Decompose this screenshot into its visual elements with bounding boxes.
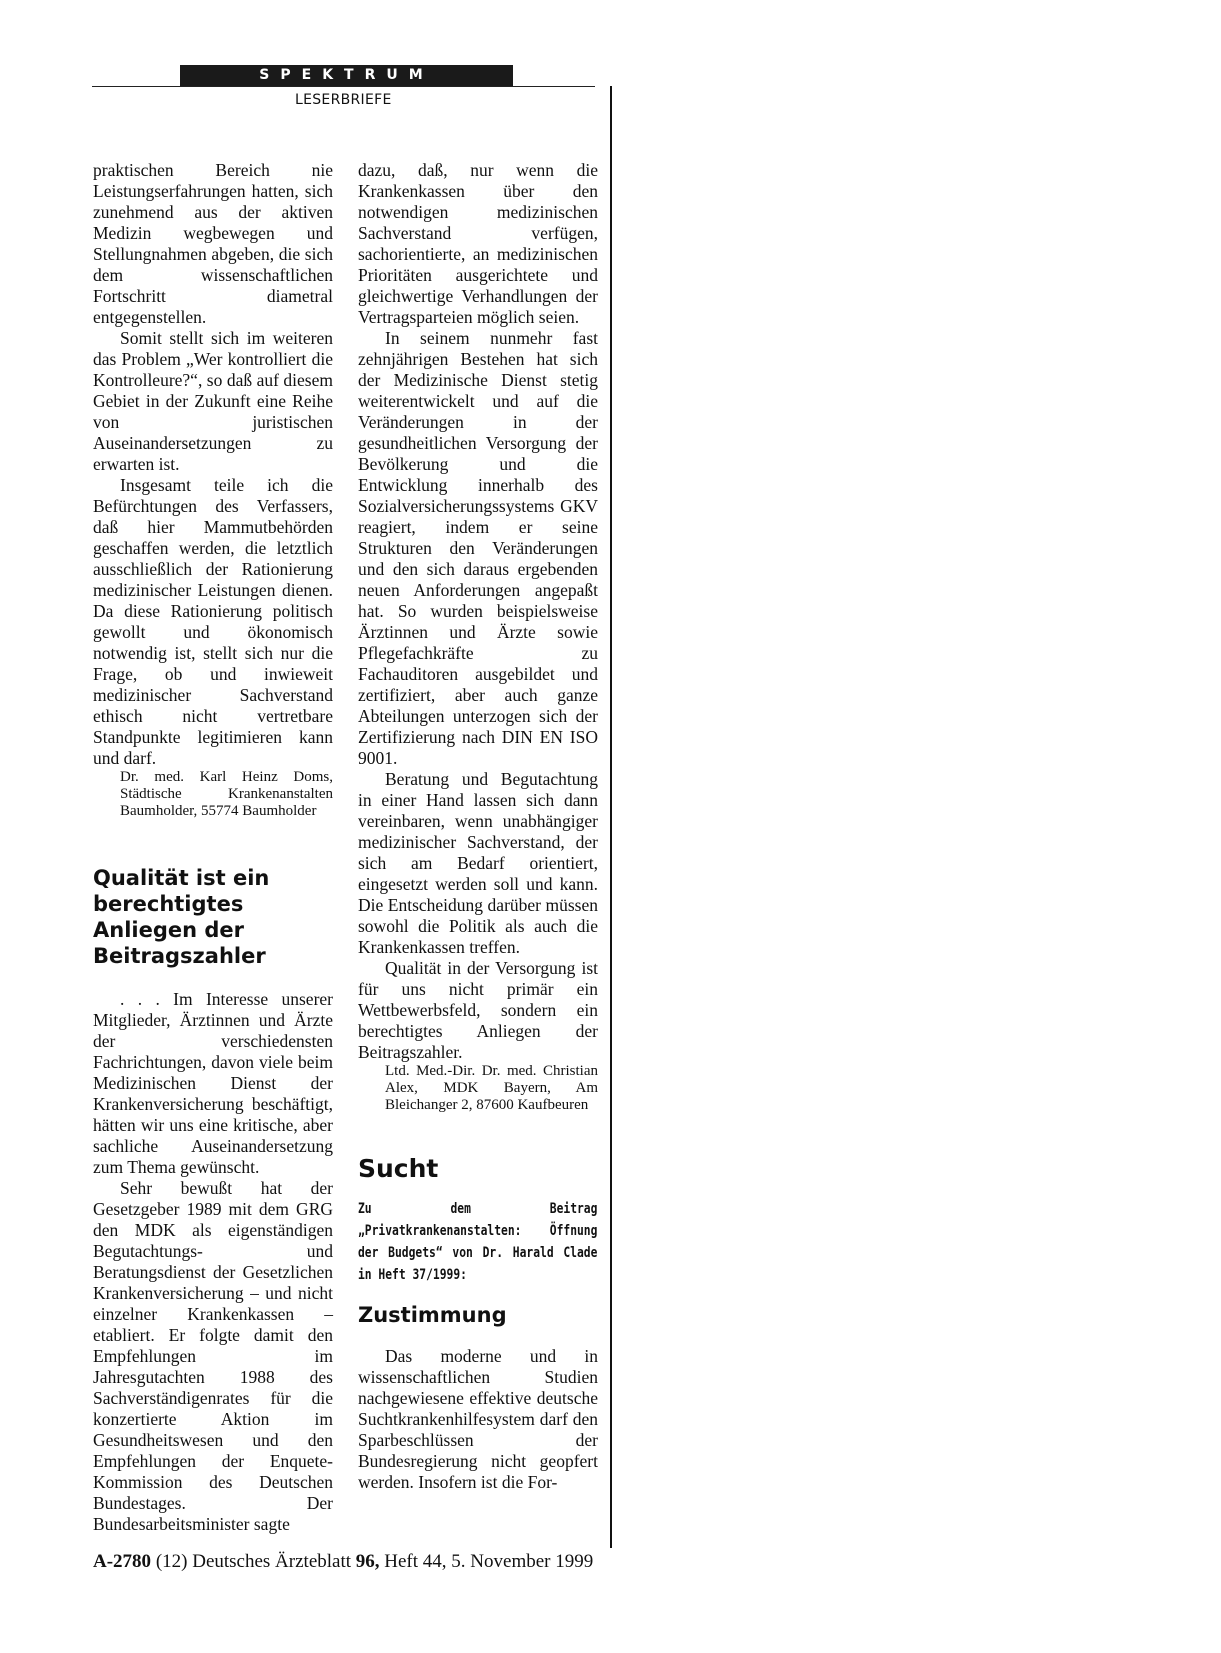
left-column <box>93 160 333 1535</box>
paragraph: Beratung und Begutachtung in einer Hand lassen sich dann vereinbaren, wenn unabhängiger medizinischer Sachverstand, der sich am Bedarf orientiert, eingesetzt werden soll und kann. Die Entscheidung darüber müssen sowohl die Politik als auch die Krankenkassen treffen. <box>358 769 598 957</box>
paragraph: Somit stellt sich im weiteren das Problem „Wer kontrolliert die Kontrolleure?“, so daß auf diesem Gebiet in der Zukunft eine Reihe von juristischen Auseinandersetzungen zu erwarten ist. <box>93 328 333 474</box>
section-banner: SPEKTRUM <box>180 65 513 86</box>
issue-page: (12) <box>155 1551 188 1572</box>
paragraph: Sehr bewußt hat der Gesetzgeber 1989 mit dem GRG den MDK als eigenständigen Begutachtungs- und Beratungsdienst der Gesetzlichen Krankenversicherung – und nicht einzelner Krankenkassen – etabliert. Er folgte damit den Empfehlungen im Jahresgutachten 1988 des Sachverständigenrates für die konzertierte Aktion im Gesundheitswesen und den Empfehlungen der Enquete-Kommission des Deutschen Bundestages. Der Bundesarbeitsminister sagte <box>93 1178 333 1534</box>
paragraph: Insgesamt teile ich die Befürchtungen des Verfassers, daß hier Mammutbehörden geschaffen werden, die letztlich ausschließlich der Rationierung medizinischer Leistungen dienen. Da diese Rationierung politisch gewollt und ökonomisch notwendig ist, stellt sich nur die Frage, ob und inwieweit medizinischer Sachverstand ethisch nicht vertretbare Standpunkte legitimieren kann und darf. <box>93 475 333 768</box>
article-subheading: Zustimmung <box>358 1303 507 1327</box>
section-label: LESERBRIEFE <box>295 92 392 108</box>
article-heading: Qualität ist ein berechtigtes Anliegen der Beitragszahler <box>93 866 270 968</box>
column-rule <box>610 86 612 1548</box>
paragraph: praktischen Bereich nie Leistungserfahrungen hatten, sich zunehmend aus der aktiven Medizin wegbewegen und Stellungnahmen abgeben, die sich dem wissenschaftlichen Fortschritt diametral entgegenstellen. <box>93 160 333 327</box>
header-rule <box>92 86 595 87</box>
signature: Dr. med. Karl Heinz Doms, Städtische Krankenanstalten Baumholder, 55774 Baumholder <box>120 769 333 819</box>
journal-name: Deutsches Ärzteblatt <box>192 1551 352 1572</box>
right-column <box>358 160 598 1493</box>
volume: 96, <box>355 1551 380 1572</box>
reference-note: Zu dem Beitrag „Privatkrankenanstalten: Öffnung der Budgets“ von Dr. Harald Clade in Heft 37/1999: <box>358 1201 598 1283</box>
page-footer <box>93 1551 593 1573</box>
paragraph: In seinem nunmehr fast zehnjährigen Bestehen hat sich der Medizinische Dienst stetig weiterentwickelt und auf die Veränderungen in der gesundheitlichen Versorgung der Bevölkerung und die Entwicklung innerhalb des Sozialversicherungssystems GKV reagiert, indem er seine Strukturen den Veränderungen und den sich daraus ergebenden neuen Anforderungen angepaßt hat. So wurden beispielsweise Ärztinnen und Ärzte sowie Pflegefachkräfte zu Fachauditoren ausgebildet und zertifiziert, aber auch ganze Abteilungen unterzogen sich der Zertifizierung nach DIN EN ISO 9001. <box>358 328 598 768</box>
paragraph: . . . Im Interesse unserer Mitglieder, Ärztinnen und Ärzte der verschiedensten Fachrichtungen, davon viele beim Medizinischen Dienst der Krankenversicherung beschäftigt, hätten wir uns eine kritische, aber sachliche Auseinandersetzung zum Thema gewünscht. <box>93 989 333 1177</box>
section-heading: Sucht <box>358 1154 439 1183</box>
paragraph: dazu, daß, nur wenn die Krankenkassen über den notwendigen medizinischen Sachverstand verfügen, sachorientierte, an medizinischen Prioritäten ausgerichtete und gleichwertige Verhandlungen der Vertragsparteien möglich seien. <box>358 160 598 327</box>
paragraph: Das moderne und in wissenschaftlichen Studien nachgewiesene effektive deutsche Suchtkrankenhilfesystem darf den Sparbeschlüssen der Bundesregierung nicht geopfert werden. Insofern ist die For- <box>358 1346 598 1492</box>
signature: Ltd. Med.-Dir. Dr. med. Christian Alex, MDK Bayern, Am Bleichanger 2, 87600 Kaufbeuren <box>385 1063 598 1113</box>
page-number: A-2780 <box>93 1551 152 1572</box>
issue-date: Heft 44, 5. November 1999 <box>384 1551 594 1572</box>
paragraph: Qualität in der Versorgung ist für uns nicht primär ein Wettbewerbsfeld, sondern ein berechtigtes Anliegen der Beitragszahler. <box>358 958 598 1062</box>
